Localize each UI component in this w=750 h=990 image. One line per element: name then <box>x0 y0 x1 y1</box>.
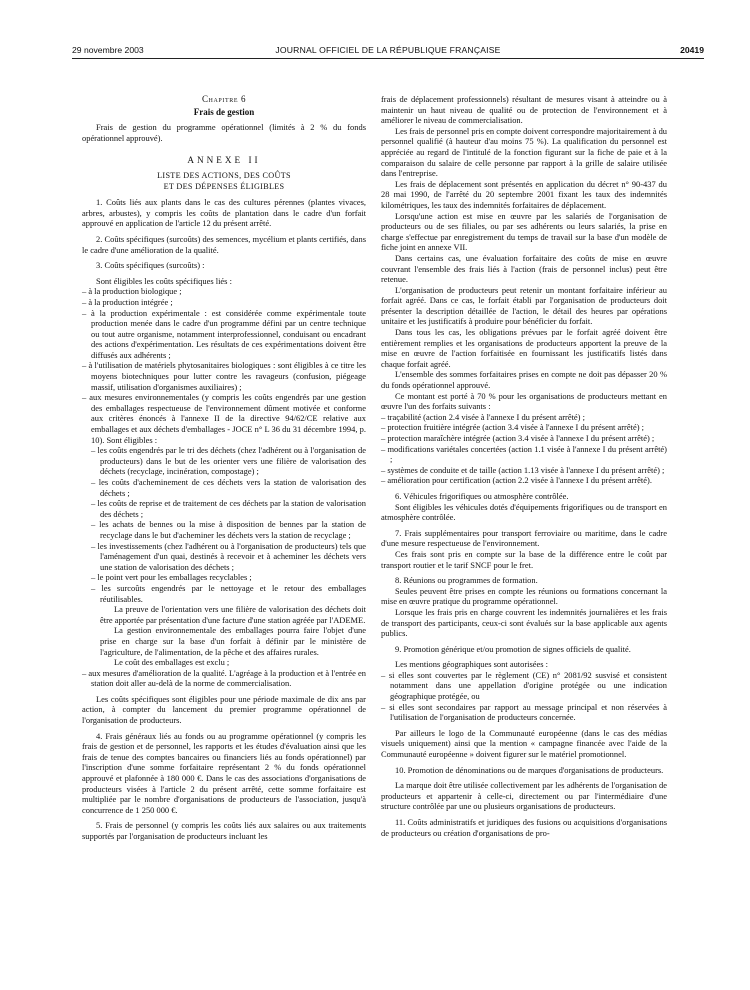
paragraph: Ces frais sont pris en compte sur la base de la différence entre le coût par transport routier et le tarif SNCF pour le fret. <box>381 548 667 570</box>
left-column <box>82 94 366 842</box>
paragraph: 6. Véhicules frigorifiques ou atmosphère contrôlée. <box>395 490 569 501</box>
paragraph: 4. Frais généraux liés au fonds ou au programme opérationnel (y compris les frais de gestion et de personnel, les rapports et les études d'évaluation ainsi que les frais de tenue des comptes bancaires ou financiers liés au fonds opérationnel) par l'inscription d'une somme forfaitaire représentant 2 % du fonds opérationnel approuvé et plafonnée à 180 000 €. Dans le cas des associations d'organisations de producteurs visées à l'article 2 du présent arrêté, cette somme forfaitaire est multipliée par le nombre d'organisations de producteurs de l'association, jusqu'à concurrence de 1 250 000 €. <box>82 730 366 815</box>
paragraph: L'ensemble des sommes forfaitaires prises en compte ne doit pas dépasser 20 % du fonds opérationnel approuvé. <box>381 369 667 391</box>
paragraph: 11. Coûts administratifs et juridiques des fusions ou acquisitions d'organisations de producteurs ou création d'organisations de pro- <box>381 817 667 838</box>
paragraph: 2. Coûts spécifiques (surcoûts) des semences, mycélium et plants certifiés, dans le cadre d'une amélioration de la qualité. <box>82 233 366 255</box>
paragraph: 1. Coûts liés aux plants dans le cas des cultures pérennes (plantes vivaces, arbres, arbustes), y compris les coûts de plantation dans le cadre d'un forfait approuvé en application de l'article 12 du présent arrêté. <box>82 197 366 229</box>
annex-subtitle-line-1: LISTE DES ACTIONS, DES COÛTS <box>157 170 291 180</box>
paragraph: Dans tous les cas, les obligations prévues par le forfait agréé doivent être entièrement remplies et les organisations de producteurs apportent la preuve de la mise en œuvre de l'action forfaitisée en fournissant les justificatifs listés dans chaque forfait agréé. <box>381 327 667 369</box>
list-item: – à l'utilisation de matériels phytosanitaires biologiques : sont éligibles à ce titre les moyens biotechniques pour lutter contre les ravageurs (confusion, piégeage massif, utilisation d'organismes auxiliaires) ; <box>82 360 366 392</box>
list-item: – protection fruitière intégrée (action 3.4 visée à l'annexe I du présent arrêté) ; <box>381 422 644 433</box>
chapter-title: Frais de gestion <box>193 106 255 117</box>
paragraph: L'organisation de producteurs peut retenir un montant forfaitaire inférieur au forfait agréé. Dans ce cas, le forfait établi par l'organisation de producteurs doit présenter la description détaillée de l'action, le détail des heures par opérations unitaire et les justificatifs à produire pour bénéficier du forfait. <box>381 284 667 327</box>
list-item: – protection maraîchère intégrée (action 3.4 visée à l'annexe I du présent arrêté) ; <box>381 433 655 443</box>
sub-list-item: – les achats de bennes ou la mise à disposition de bennes par la station de recyclage dans le but d'acheminer les déchets vers la station de recyclage ; <box>91 519 366 540</box>
paragraph: Seules peuvent être prises en compte les réunions ou formations concernant la mise en œuvre pratique du programme opérationnel. <box>381 585 667 607</box>
paragraph: frais de déplacement professionnels) résultant de mesures visant à atteindre ou à maintenir un haut niveau de qualité ou de protection de l'environnement et à améliorer le niveau de commercialisation. <box>381 94 667 126</box>
paragraph: 3. Coûts spécifiques (surcoûts) : <box>96 260 205 271</box>
sub-list-item: – les surcoûts engendrés par le nettoyage et le retour des emballages réutilisables. <box>91 582 366 604</box>
paragraph: Par ailleurs le logo de la Communauté européenne (dans le cas des médias visuels uniquement) ainsi que la mention « campagne financée avec l'aide de la Communauté européenne » doivent figurer sur le matériel promotionnel. <box>381 727 667 760</box>
paragraph: 10. Promotion de dénominations ou de marques d'organisations de producteurs. <box>395 764 664 775</box>
paragraph: Le coût des emballages est exclu ; <box>114 657 230 668</box>
paragraph: Sont éligibles les coûts spécifiques liés : <box>96 275 232 286</box>
paragraph: Dans certains cas, une évaluation forfaitaire des coûts de mise en œuvre couvrant l'ensemble des frais liés à l'action (frais de personnel inclus) peut être retenue. <box>381 252 667 285</box>
annex-subtitle-line-2: ET DES DÉPENSES ÉLIGIBLES <box>163 181 285 191</box>
paragraph: 9. Promotion générique et/ou promotion de signes officiels de qualité. <box>395 643 631 654</box>
right-column <box>381 94 667 838</box>
sub-list-item: – les coûts d'acheminement de ces déchets vers la station de valorisation des déchets ; <box>91 477 366 498</box>
header-journal-title: JOURNAL OFFICIEL DE LA RÉPUBLIQUE FRANÇAISE <box>275 45 501 55</box>
header-page-number: 20419 <box>680 45 704 55</box>
sub-list-item: – le point vert pour les emballages recyclables ; <box>91 572 252 583</box>
paragraph: Lorsque les frais pris en charge couvrent les indemnités journalières et les frais de transport des participants, ceux-ci sont évalués sur la base applicable aux agents publics. <box>381 606 667 639</box>
sub-list-item: – les coûts de reprise et de traitement de ces déchets par la station de valorisation des déchets ; <box>91 498 366 519</box>
running-header <box>72 44 704 59</box>
sub-list-item: – les coûts engendrés par le tri des déchets (chez l'adhérent ou à l'organisation de producteurs) dans le but de les orienter vers une filière de valorisation des déchets (recyclage, incinération, compostage) ; <box>91 445 366 477</box>
annex-title: ANNEXE II <box>187 155 261 166</box>
chapter-intro: Frais de gestion du programme opérationnel (limités à 2 % du fonds opérationnel approuvé). <box>82 122 366 143</box>
list-item: – aux mesures environnementales (y compris les coûts engendrés par une gestion des emballages respectueuse de l'environnement dûment motivée et conforme aux critères énoncés à l'annexe II de la directive 94/62/CE relative aux emballages et aux déchets d'emballages - JOCE n° L 36 du 31 décembre 1994, p. 10). Sont éligibles : <box>82 392 366 445</box>
sub-list-item: – les investissements (chez l'adhérent ou à l'organisation de producteurs) tels que l'aménagement d'un quai, destinés à recevoir et à acheminer les déchets vers une station de valorisation des déchets ; <box>91 540 366 572</box>
list-item: – si elles sont couvertes par le règlement (CE) n° 2081/92 susvisé et consistent notamment dans une appellation d'origine protégée ou une indication géographique protégée, ou <box>381 669 667 702</box>
paragraph: Les mentions géographiques sont autorisées : <box>395 659 549 670</box>
paragraph: Les frais de personnel pris en compte doivent correspondre majoritairement à du personnel qualifié (à hauteur d'au moins 75 %). La qualification du personnel est appréciée au regard de l'intitulé de la fonction figurant sur la fiche de paie et à la comparaison du salaire de celle personne par rapport à la grille de salaire utilisée dans l'entreprise. <box>381 125 668 179</box>
paragraph: Les coûts spécifiques sont éligibles pour une période maximale de dix ans par action, à compter du lancement du premier programme opérationnel de l'organisation de producteurs. <box>82 693 366 726</box>
paragraph: Ce montant est porté à 70 % pour les organisations de producteurs mettant en œuvre l'un des forfaits suivants : <box>381 390 667 412</box>
list-item: – à la production intégrée ; <box>82 296 173 307</box>
list-item: – à la production biologique ; <box>82 286 182 297</box>
paragraph: 5. Frais de personnel (y compris les coûts liés aux salaires ou aux traitements supportés par l'organisation de producteurs incluant les <box>82 820 366 841</box>
paragraph: La preuve de l'orientation vers une filière de valorisation des déchets doit être apportée par présentation d'une facture d'une station agréée par l'ADEME. <box>100 604 366 625</box>
list-item: – amélioration pour certification (action 2.2 visée à l'annexe I du présent arrêté). <box>381 475 652 486</box>
header-date: 29 novembre 2003 <box>72 45 144 55</box>
paragraph: Lorsqu'une action est mise en œuvre par les salariés de l'organisation de producteurs ou de ses filiales, ou par ses adhérents ou leurs salariés, la prise en charge s'effectue par enregistrement du temps de travail sur la base d'un modèle de fiche joint en annexe VII. <box>381 210 667 253</box>
paragraph: Sont éligibles les véhicules dotés d'équipements frigorifiques ou de transport en atmosphère contrôlée. <box>381 501 667 523</box>
paragraph: 8. Réunions ou programmes de formation. <box>395 575 538 586</box>
list-item: – à la production expérimentale : est considérée comme expérimentale toute production menée dans le cadre d'un programme défini par un centre technique ou tout autre organisme, notamment interprofessionnel, conduisant ou encadrant des actions d'expérimentation. Les résultats de ces expérimentations doivent être diffusés aux adhérents ; <box>82 307 366 360</box>
paragraph: La gestion environnementale des emballages pourra faire l'objet d'une prise en charge sur la base d'un forfait à définir par le ministère de l'agriculture, de l'alimentation, de la pêche et des affaires rurales. <box>100 625 366 657</box>
chapter-heading: Chapitre 6 <box>201 94 247 104</box>
list-item: – aux mesures d'amélioration de la qualité. L'agréage à la production et à l'entrée en station doit aller au-delà de la norme de commercialisation. <box>82 667 366 689</box>
paragraph: Les frais de déplacement sont présentés en application du décret n° 90-437 du 28 mai 1990, de l'arrêté du 20 septembre 2001 fixant les taux des indemnités kilométriques, les taux des indemnités forfaitaires de déplacement. <box>381 178 667 210</box>
list-item: – modifications variétales concertées (action 1.1 visée à l'annexe I du présent arrêté) ; <box>381 443 667 465</box>
paragraph: La marque doit être utilisée collectivement par les adhérents de l'organisation de producteurs et appartenir à celle-ci, directement ou par l'intermédiaire d'une structure contrôlée par une ou plusieurs organisations de producteurs. <box>381 780 667 812</box>
list-item: – systèmes de conduite et de taille (action 1.13 visée à l'annexe I du présent arrêté) ; <box>381 464 665 475</box>
list-item: – traçabilité (action 2.4 visée à l'annexe I du présent arrêté) ; <box>381 411 585 422</box>
paragraph: 7. Frais supplémentaires pour transport ferroviaire ou maritime, dans le cadre d'une mesure respectueuse de l'environnement. <box>381 527 667 549</box>
list-item: – si elles sont secondaires par rapport au message principal et non réservées à l'utilisation de l'organisation de producteurs concernée. <box>381 701 667 723</box>
